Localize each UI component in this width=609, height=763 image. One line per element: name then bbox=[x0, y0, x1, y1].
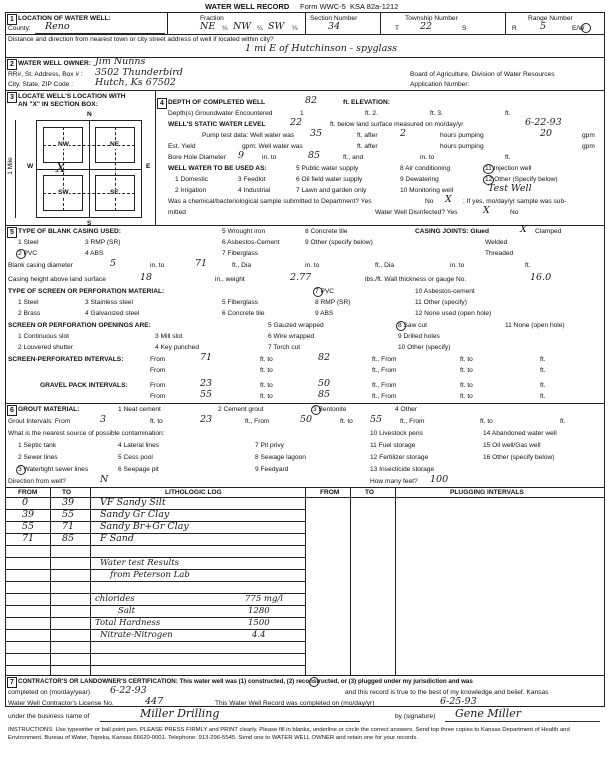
pump-after: ft. after bbox=[357, 132, 378, 139]
log-row-2-from: 39 bbox=[22, 509, 35, 520]
section-4-number: 4 bbox=[157, 98, 167, 109]
distance-label: Distance and direction from nearest town or city street address of well if located within city? bbox=[8, 36, 274, 43]
opening-7: 7 Torch cut bbox=[268, 344, 301, 351]
perf-ft-to-3: ft. to bbox=[260, 367, 273, 374]
township-label: Township Number bbox=[405, 15, 458, 22]
gravel-ftend-1: ft. bbox=[540, 382, 546, 389]
grout-4: 4 Other bbox=[395, 406, 417, 413]
fraction-label: Fraction bbox=[200, 15, 224, 22]
perf-ft-to-2: ft. to bbox=[460, 356, 473, 363]
city-label: City, State, ZIP Code : bbox=[8, 81, 73, 88]
gw-ftend: ft. bbox=[505, 110, 511, 117]
static-label: WELL'S STATIC WATER LEVEL bbox=[168, 121, 266, 128]
perforated-label: SCREEN-PERFORATED INTERVALS: bbox=[8, 356, 124, 363]
diameter-in-to-3: in. to bbox=[450, 262, 465, 269]
use-5: 5 Public water supply bbox=[296, 165, 359, 172]
distance-value: 1 mi E of Hutchinson - spyglass bbox=[245, 43, 397, 54]
diameter-ft-dia: ft., Dia bbox=[232, 262, 252, 269]
fraction-2: NW bbox=[233, 21, 252, 32]
perf-ft-to-4: ft. to bbox=[460, 367, 473, 374]
township-s: S bbox=[462, 25, 467, 32]
bore-diameter: 9 bbox=[238, 150, 245, 161]
gravel-from-1: From bbox=[150, 382, 166, 389]
casing-4: 4 ABS bbox=[85, 250, 104, 257]
casing-clamped: Clamped bbox=[535, 228, 562, 235]
completed-label: completed on (mo/day/year) bbox=[8, 689, 91, 696]
weight-value: 2.77 bbox=[290, 272, 312, 283]
casing-7: 7 Fiberglass bbox=[222, 250, 258, 257]
pump-hours: 2 bbox=[400, 128, 407, 139]
use-2: 2 Irrigation bbox=[175, 187, 207, 194]
compass-s: S bbox=[87, 220, 92, 227]
gravel-ft-to-2: ft. to bbox=[460, 382, 473, 389]
static-mid: ft. below land surface measured on mo/day/yr bbox=[330, 121, 464, 128]
grid-se-label: SE bbox=[110, 189, 119, 196]
bore-in-to: in. to bbox=[262, 154, 277, 161]
screen-5: 5 Fiberglass bbox=[222, 299, 258, 306]
section-number: 34 bbox=[328, 21, 341, 32]
contam-13: 13 Insecticide storage bbox=[370, 466, 435, 473]
quarter-1: ¼ bbox=[222, 25, 228, 32]
grout-3-circle bbox=[311, 405, 321, 415]
diameter-ft: ft. bbox=[525, 262, 531, 269]
perf-from-2: From bbox=[150, 367, 166, 374]
depth-value: 82 bbox=[305, 95, 318, 106]
grout-intervals-label: Grout Intervals: From bbox=[8, 418, 71, 425]
screen-2: 2 Brass bbox=[18, 310, 41, 317]
constructed-circle bbox=[309, 677, 319, 687]
openings-label: SCREEN OR PERFORATION OPENINGS ARE: bbox=[8, 322, 151, 329]
township-number: 22 bbox=[420, 21, 433, 32]
perf-ftend-2: ft. bbox=[540, 367, 546, 374]
test-1-name: chlorides bbox=[95, 594, 135, 604]
sec3-label: LOCATE WELL'S LOCATION WITH bbox=[18, 93, 126, 100]
casing-1: 1 Steel bbox=[18, 239, 39, 246]
opening-8: 8 Saw cut bbox=[398, 322, 427, 329]
fraction-1: NE bbox=[200, 21, 216, 32]
test-4-value: 4.4 bbox=[252, 630, 266, 640]
screen-1: 1 Steel bbox=[18, 299, 39, 306]
fraction-3: SW bbox=[268, 21, 285, 32]
contamination-label: What is the nearest source of possible contamination: bbox=[8, 430, 165, 437]
screen-11: 11 Other (specify) bbox=[415, 299, 467, 306]
section-5-number: 5 bbox=[7, 227, 17, 238]
well-location-x: X bbox=[56, 161, 66, 176]
grout-2: 2 Cement grout bbox=[218, 406, 264, 413]
completed-tail: and this record is true to the best of my knowledge and belief. Kansas bbox=[345, 689, 549, 696]
bore-ft-and: ft., and bbox=[343, 154, 364, 161]
use-4: 4 Industrial bbox=[238, 187, 271, 194]
diameter-label: Blank casing diameter bbox=[8, 262, 73, 269]
gravel-label: GRAVEL PACK INTERVALS: bbox=[40, 382, 128, 389]
diameter-in-to-2: in. to bbox=[305, 262, 320, 269]
use-11-circle bbox=[483, 164, 494, 174]
log-row-2-to: 55 bbox=[62, 509, 75, 520]
business-name: Miller Drilling bbox=[140, 707, 220, 720]
opening-4: 4 Key punched bbox=[155, 344, 199, 351]
county-label: County: bbox=[8, 25, 31, 32]
contam-14: 14 Abandoned water well bbox=[483, 430, 557, 437]
screen-label: TYPE OF SCREEN OR PERFORATION MATERIAL: bbox=[8, 288, 165, 295]
contam-7: 7 Pit privy bbox=[255, 442, 284, 449]
test-3-name: Total Hardness bbox=[95, 618, 161, 628]
perf-ft-from-1: ft., From bbox=[372, 356, 397, 363]
contam-2: 2 Sewer lines bbox=[18, 454, 58, 461]
plug-from-header: FROM bbox=[320, 489, 340, 496]
opening-10: 10 Other (specify) bbox=[398, 344, 451, 351]
perf-from-1: From bbox=[150, 356, 166, 363]
screen-12: 12 None used (open hole) bbox=[415, 310, 492, 317]
yield-gpm: gpm: Well water was bbox=[242, 143, 303, 150]
sample-label: Was a chemical/bacteriological sample submitted to Department? Yes bbox=[168, 198, 372, 205]
pump-gpm: 20 bbox=[540, 128, 553, 139]
perf-ft-to-1: ft. to bbox=[260, 356, 273, 363]
owner-name: Jim Nunns bbox=[95, 56, 146, 67]
county-value: Reno bbox=[45, 21, 70, 32]
contam-15: 15 Oil well/Gas well bbox=[483, 442, 541, 449]
record-label: This Water Well Record was completed on (mo/day/yr) bbox=[215, 700, 375, 707]
static-value: 22 bbox=[290, 117, 303, 128]
range-number: 5 bbox=[540, 21, 547, 32]
opening-3: 3 Mill slot bbox=[155, 333, 183, 340]
height-label: Casing height above land surface bbox=[8, 276, 106, 283]
diameter-depth: 71 bbox=[195, 258, 208, 269]
use-7: 7 Lawn and garden only bbox=[296, 187, 367, 194]
gravel-ft-from-2: ft., From bbox=[372, 393, 397, 400]
opening-8-circle bbox=[396, 321, 406, 331]
use-3: 3 Feedlot bbox=[238, 176, 266, 183]
grout-ft-to-1: ft. to bbox=[150, 418, 163, 425]
casing-3: 3 RMP (SR) bbox=[85, 239, 121, 246]
section-7-number: 7 bbox=[7, 677, 17, 688]
signature-label: by (signature) bbox=[395, 713, 436, 720]
disinfected-label: Water Well Disinfected? Yes bbox=[375, 209, 458, 216]
test-4-name: Nitrate-Nitrogen bbox=[100, 630, 173, 640]
compass-e: E bbox=[146, 163, 151, 170]
lithologic-log-header: LITHOLOGIC LOG bbox=[165, 489, 222, 496]
sample-no-mark: X bbox=[445, 194, 452, 205]
screen-9: 9 ABS bbox=[315, 310, 334, 317]
application-label: Application Number: bbox=[410, 81, 470, 88]
gravel-ftend-2: ft. bbox=[540, 393, 546, 400]
plug-to-header: TO bbox=[365, 489, 375, 496]
grout-2-to: 55 bbox=[370, 414, 383, 425]
grout-ft-from-2: ft., From bbox=[400, 418, 425, 425]
contam-16: 16 Other (specify below) bbox=[483, 454, 555, 461]
screen-6: 6 Concrete tile bbox=[222, 310, 265, 317]
gw-1: 1 bbox=[300, 110, 304, 117]
yield-gpm-end: gpm bbox=[582, 143, 595, 150]
gravel-1-to: 50 bbox=[318, 378, 331, 389]
instructions: INSTRUCTIONS: Use typewriter or ball point pen. PLEASE PRESS FIRMLY and PRINT clearly. Please fill in blanks, underline or circle the correct answers. Send top three copies to Kansas Department of Health and Environment, Bureau of Water, Topeka, Kansas 66620-0001. Telephone: 913-296-5545. Send one to WATER WELL OWNER and retain one for your records. bbox=[8, 727, 570, 741]
use-9: 9 Dewatering bbox=[400, 176, 439, 183]
grout-ft-from: ft., From bbox=[245, 418, 270, 425]
contam-10: 10 Livestock pens bbox=[370, 430, 423, 437]
use-label: WELL WATER TO BE USED AS: bbox=[168, 165, 267, 172]
log-row-1-desc: VF Sandy Silt bbox=[100, 497, 166, 508]
contam-8: 8 Sewage lagoon bbox=[255, 454, 306, 461]
city-value: Hutch, Ks 67502 bbox=[95, 77, 176, 88]
pump-label: Pump test data: Well water was bbox=[202, 132, 295, 139]
diameter-ft-dia-2: ft., Dia bbox=[375, 262, 395, 269]
gw-ft2: ft. 2. bbox=[365, 110, 378, 117]
quarter-2: ¼ bbox=[257, 25, 263, 32]
grout-1-to: 23 bbox=[200, 414, 213, 425]
log-row-2-desc: Sandy Gr Clay bbox=[100, 509, 170, 520]
license-number: 447 bbox=[145, 696, 164, 707]
contam-11: 11 Fuel storage bbox=[370, 442, 416, 449]
yield-hrs: hours pumping bbox=[440, 143, 484, 150]
township-t: T bbox=[395, 25, 400, 32]
casing-joints: CASING JOINTS: Glued bbox=[415, 228, 490, 235]
form-title: WATER WELL RECORD bbox=[205, 2, 290, 11]
screen-4: 4 Galvanized steel bbox=[85, 310, 140, 317]
log-note-2: from Peterson Lab bbox=[110, 570, 190, 580]
opening-1: 1 Continuous slot bbox=[18, 333, 69, 340]
yield-after: ft. after bbox=[357, 143, 378, 150]
height-weight-label: in., weight bbox=[215, 276, 245, 283]
grout-ft-to-2: ft. to bbox=[340, 418, 353, 425]
gravel-ft-to-3: ft. to bbox=[260, 393, 273, 400]
how-many-feet-label: How many feet? bbox=[370, 478, 418, 485]
casing-threaded: Threaded bbox=[485, 250, 514, 257]
screen-7: 7 PVC bbox=[315, 288, 335, 295]
bore-depth: 85 bbox=[308, 150, 321, 161]
grid-nw-label: NW bbox=[58, 141, 69, 148]
casing-label: TYPE OF BLANK CASING USED: bbox=[18, 228, 121, 235]
log-row-3-from: 55 bbox=[22, 521, 35, 532]
test-3-value: 1500 bbox=[248, 618, 270, 628]
elevation-label: ft. ELEVATION: bbox=[343, 99, 391, 106]
compass-n: N bbox=[87, 111, 92, 118]
mile-label: 1 Mile bbox=[6, 157, 14, 175]
opening-5: 5 Gauzed wrapped bbox=[268, 322, 324, 329]
pump-hrs-label: hours pumping bbox=[440, 132, 484, 139]
grid-ne-label: NE bbox=[110, 141, 120, 148]
grout-ft-to-3: ft. to bbox=[480, 418, 493, 425]
gravel-2-to: 85 bbox=[318, 389, 331, 400]
log-row-3-desc: Sandy Br+Gr Clay bbox=[100, 521, 189, 532]
test-1-value: 775 mg/l bbox=[245, 594, 284, 604]
casing-glued-mark: X bbox=[520, 224, 527, 235]
section-number-label: Section Number bbox=[310, 15, 358, 22]
address-value: 3502 Thunderbird bbox=[95, 67, 183, 78]
sample-mitted: mitted bbox=[168, 209, 186, 216]
section-1-number: 1 bbox=[7, 14, 17, 25]
casing-5: 5 Wrought iron bbox=[222, 228, 266, 235]
test-2-name: Salt bbox=[118, 606, 136, 616]
log-from-header: FROM bbox=[18, 489, 38, 496]
log-row-4-from: 71 bbox=[22, 533, 35, 544]
gravel-ft-from-1: ft., From bbox=[372, 382, 397, 389]
disinfected-no: No bbox=[510, 209, 519, 216]
casing-2: 2 PVC bbox=[18, 250, 38, 257]
perf-ftend-1: ft. bbox=[540, 356, 546, 363]
casing-2-circle bbox=[16, 249, 26, 259]
log-row-1-from: 0 bbox=[22, 497, 29, 508]
grout-1: 1 Neat cement bbox=[118, 406, 161, 413]
range-label: Range Number bbox=[528, 15, 573, 22]
sample-no: No bbox=[425, 198, 434, 205]
compass-w: W bbox=[27, 163, 34, 170]
log-row-3-to: 71 bbox=[62, 521, 75, 532]
log-row-1-to: 39 bbox=[62, 497, 75, 508]
grout-2-from: 50 bbox=[300, 414, 313, 425]
completed-date: 6-22-93 bbox=[110, 685, 147, 696]
direction-value: N bbox=[100, 474, 109, 485]
record-date: 6-25-93 bbox=[440, 696, 477, 707]
use-other-value: Test Well bbox=[488, 183, 532, 194]
screen-8: 8 RMP (SR) bbox=[315, 299, 351, 306]
casing-6: 6 Asbestos-Cement bbox=[222, 239, 280, 246]
static-date: 6-22-93 bbox=[525, 117, 562, 128]
contam-3-circle bbox=[16, 465, 26, 475]
bore-ft-end: ft. bbox=[505, 154, 511, 161]
use-11: 11 Injection well bbox=[485, 165, 532, 172]
casing-welded: Welded bbox=[485, 239, 508, 246]
depth-label: DEPTH OF COMPLETED WELL bbox=[168, 99, 266, 106]
range-r: R bbox=[512, 25, 517, 32]
diameter-in-to: in. to bbox=[150, 262, 165, 269]
screen-3: 3 Stainless steel bbox=[85, 299, 134, 306]
casing-9: 9 Other (specify below) bbox=[305, 239, 373, 246]
bore-label: Bore Hole Diameter bbox=[168, 154, 226, 161]
how-many-feet-value: 100 bbox=[430, 474, 449, 485]
pump-gpm-label: gpm bbox=[582, 132, 595, 139]
log-row-4-to: 85 bbox=[62, 533, 75, 544]
contam-12: 12 Fertilizer storage bbox=[370, 454, 429, 461]
certification-label: CONTRACTOR'S OR LANDOWNER'S CERTIFICATION: This water well was (1) constructed, (2) reconstructed, or (3) plugged under my jurisdiction and was bbox=[18, 678, 473, 685]
contam-5: 5 Cess pool bbox=[118, 454, 153, 461]
address-label: RR#, St. Address, Box # : bbox=[8, 71, 83, 78]
grout-label: GROUT MATERIAL: bbox=[18, 406, 80, 413]
contam-4: 4 Lateral lines bbox=[118, 442, 160, 449]
log-note-1: Water test Results bbox=[100, 558, 179, 568]
business-label: under the business name of bbox=[8, 713, 90, 720]
section-6-number: 6 bbox=[7, 405, 17, 416]
section-3-number: 3 bbox=[7, 92, 17, 103]
casing-8: 8 Concrete tile bbox=[305, 228, 348, 235]
use-12: 12 Other (Specify below) bbox=[485, 176, 558, 183]
pump-ft: 35 bbox=[310, 128, 323, 139]
grout-1-from: 3 bbox=[100, 414, 107, 425]
contam-9: 9 Feedyard bbox=[255, 466, 289, 473]
use-10: 10 Monitoring well bbox=[400, 187, 454, 194]
perf-1-to: 82 bbox=[318, 352, 331, 363]
grout-3: 3 Bentonite bbox=[313, 406, 347, 413]
diameter-value: 5 bbox=[110, 258, 117, 269]
disinfected-mark: X bbox=[483, 205, 490, 216]
screen-10: 10 Asbestos-cement bbox=[415, 288, 475, 295]
sec3-label-2: AN "X" IN SECTION BOX: bbox=[18, 101, 98, 108]
gravel-ft-to-1: ft. to bbox=[260, 382, 273, 389]
test-2-value: 1280 bbox=[248, 606, 270, 616]
direction-label: Direction from well? bbox=[8, 478, 66, 485]
gravel-from-2: From bbox=[150, 393, 166, 400]
use-8: 8 Air conditioning bbox=[400, 165, 451, 172]
form-number: Form WWC-5 bbox=[300, 2, 346, 11]
license-label: Water Well Contractor's License No. bbox=[8, 700, 114, 707]
opening-9: 9 Drilled holes bbox=[398, 333, 440, 340]
quarter-3: ¼ bbox=[292, 25, 298, 32]
log-to-header: TO bbox=[62, 489, 72, 496]
use-1: 1 Domestic bbox=[175, 176, 208, 183]
perf-ft-from-2: ft., From bbox=[372, 367, 397, 374]
contam-6: 6 Seepage pit bbox=[118, 466, 159, 473]
signature: Gene Miller bbox=[455, 707, 521, 720]
log-row-4-desc: F Sand bbox=[100, 533, 134, 544]
perf-1-from: 71 bbox=[200, 352, 213, 363]
sample-tail: ; If yes, mo/day/yr sample was sub- bbox=[463, 198, 567, 205]
gravel-1-from: 23 bbox=[200, 378, 213, 389]
contam-1: 1 Septic tank bbox=[18, 442, 57, 449]
grout-ftend: ft. bbox=[560, 418, 566, 425]
opening-6: 6 Wire wrapped bbox=[268, 333, 315, 340]
bore-in-to-2: in. to bbox=[420, 154, 435, 161]
weight-lbs: lbs./ft. Wall thickness or gauge No. bbox=[365, 276, 467, 283]
yield-label: Est. Yield bbox=[168, 143, 196, 150]
grid-sw-label: SW bbox=[58, 189, 69, 196]
gw-label: Depth(s) Groundwater Encountered bbox=[168, 110, 273, 117]
plugging-intervals-header: PLUGGING INTERVALS bbox=[450, 489, 524, 496]
section-2-number: 2 bbox=[7, 59, 17, 70]
gravel-2-from: 55 bbox=[200, 389, 213, 400]
use-6: 6 Oil field water supply bbox=[296, 176, 363, 183]
range-ew: E/W bbox=[572, 25, 585, 32]
gravel-ft-to-4: ft. to bbox=[460, 393, 473, 400]
opening-11: 11 None (open hole) bbox=[505, 322, 565, 329]
range-e-circle bbox=[581, 23, 591, 33]
height-value: 18 bbox=[140, 272, 153, 283]
gauge-value: 16.0 bbox=[530, 272, 552, 283]
sec2-label: WATER WELL OWNER: bbox=[18, 60, 92, 67]
board-label: Board of Agriculture, Division of Water Resources bbox=[410, 71, 555, 78]
sec1-label: LOCATION OF WATER WELL: bbox=[18, 15, 111, 22]
gw-ft3: ft. 3. bbox=[430, 110, 443, 117]
statute: KSA 82a-1212 bbox=[350, 2, 399, 11]
contam-3: 3 Watertight sewer lines bbox=[18, 466, 89, 473]
screen-7-circle bbox=[313, 287, 323, 297]
opening-2: 2 Louvered shutter bbox=[18, 344, 73, 351]
